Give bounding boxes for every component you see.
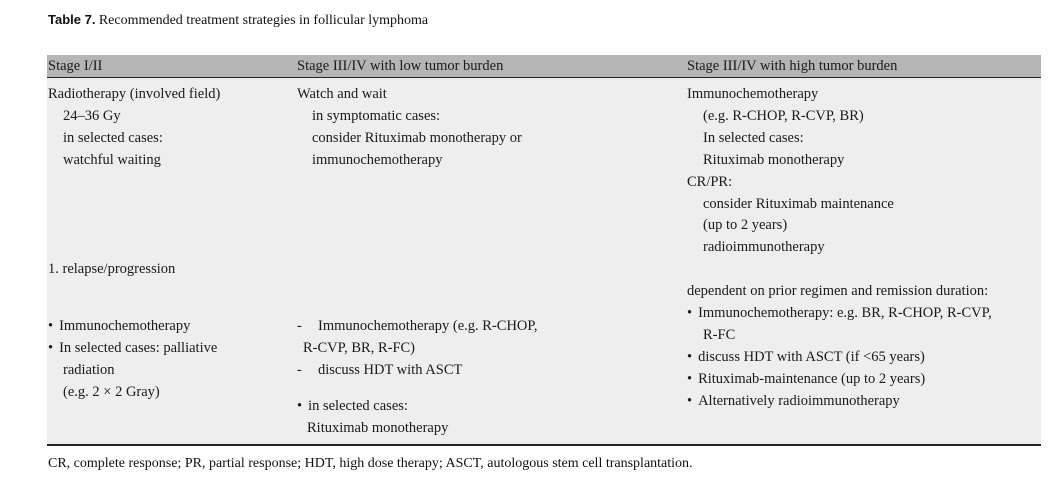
col2-dash-1: - — [297, 318, 302, 334]
col2-dash-item-1: Immunochemotherapy (e.g. R-CHOP, — [318, 318, 538, 334]
table-title: Recommended treatment strategies in follicular lymphoma — [98, 13, 429, 28]
col3-line-5: CR/PR: — [687, 174, 733, 190]
col3-bullet-1: • Immunochemotherapy: e.g. BR, R-CHOP, R-CVP, — [687, 302, 992, 324]
table-bottom-rule — [47, 444, 1041, 446]
col2-bullet-1-cont: Rituximab monotherapy — [307, 420, 449, 436]
table-caption — [48, 12, 428, 29]
col1-bullet-2-cont-2: (e.g. 2 × 2 Gray) — [63, 384, 160, 400]
col2-dash-item-2: discuss HDT with ASCT — [318, 362, 463, 378]
col1-line-2: 24–36 Gy — [63, 108, 121, 124]
col3-line-2: (e.g. R-CHOP, R-CVP, BR) — [703, 108, 864, 124]
col3-line-8: radioimmunotherapy — [703, 239, 825, 255]
col2-line-1: Watch and wait — [297, 86, 387, 102]
col3-line-6: consider Rituximab maintenance — [703, 196, 894, 212]
col1-relapse-heading: 1. relapse/progression — [48, 261, 176, 277]
header-stage-1-2: Stage I/II — [48, 58, 103, 74]
col2-line-2: in symptomatic cases: — [312, 108, 441, 124]
col2-dash-2: - — [297, 362, 302, 378]
col3-bullet-2: • discuss HDT with ASCT (if <65 years) — [687, 346, 925, 368]
table-label: Table 7. — [48, 12, 96, 27]
col1-bullet-2-cont-1: radiation — [63, 362, 115, 378]
col3-relapse-intro: dependent on prior regimen and remission duration: — [687, 283, 989, 299]
col1-line-4: watchful waiting — [63, 152, 161, 168]
col1-line-3: in selected cases: — [63, 130, 163, 146]
col3-line-1: Immunochemotherapy — [687, 86, 819, 102]
col3-bullet-3: • Rituximab-maintenance (up to 2 years) — [687, 368, 925, 390]
col3-bullet-1-cont: R-FC — [703, 327, 736, 343]
col2-line-4: immunochemotherapy — [312, 152, 443, 168]
header-stage-3-4-high: Stage III/IV with high tumor burden — [687, 58, 898, 74]
col1-bullet-1: • Immunochemotherapy — [48, 315, 190, 337]
col3-line-3: In selected cases: — [703, 130, 804, 146]
col3-line-7: (up to 2 years) — [703, 217, 788, 233]
col1-line-1: Radiotherapy (involved field) — [48, 86, 221, 102]
col1-bullet-2: • In selected cases: palliative — [48, 337, 217, 359]
col3-line-4: Rituximab monotherapy — [703, 152, 845, 168]
col2-dash-item-1-cont: R-CVP, BR, R-FC) — [303, 340, 416, 356]
col2-bullet-1: • in selected cases: — [297, 395, 408, 417]
header-stage-3-4-low: Stage III/IV with low tumor burden — [297, 58, 504, 74]
col2-line-3: consider Rituximab monotherapy or — [312, 130, 522, 146]
col3-bullet-4: • Alternatively radioimmunotherapy — [687, 390, 900, 412]
table-footnote: CR, complete response; PR, partial response; HDT, high dose therapy; ASCT, autologous stem cell transplantation. — [48, 456, 693, 471]
